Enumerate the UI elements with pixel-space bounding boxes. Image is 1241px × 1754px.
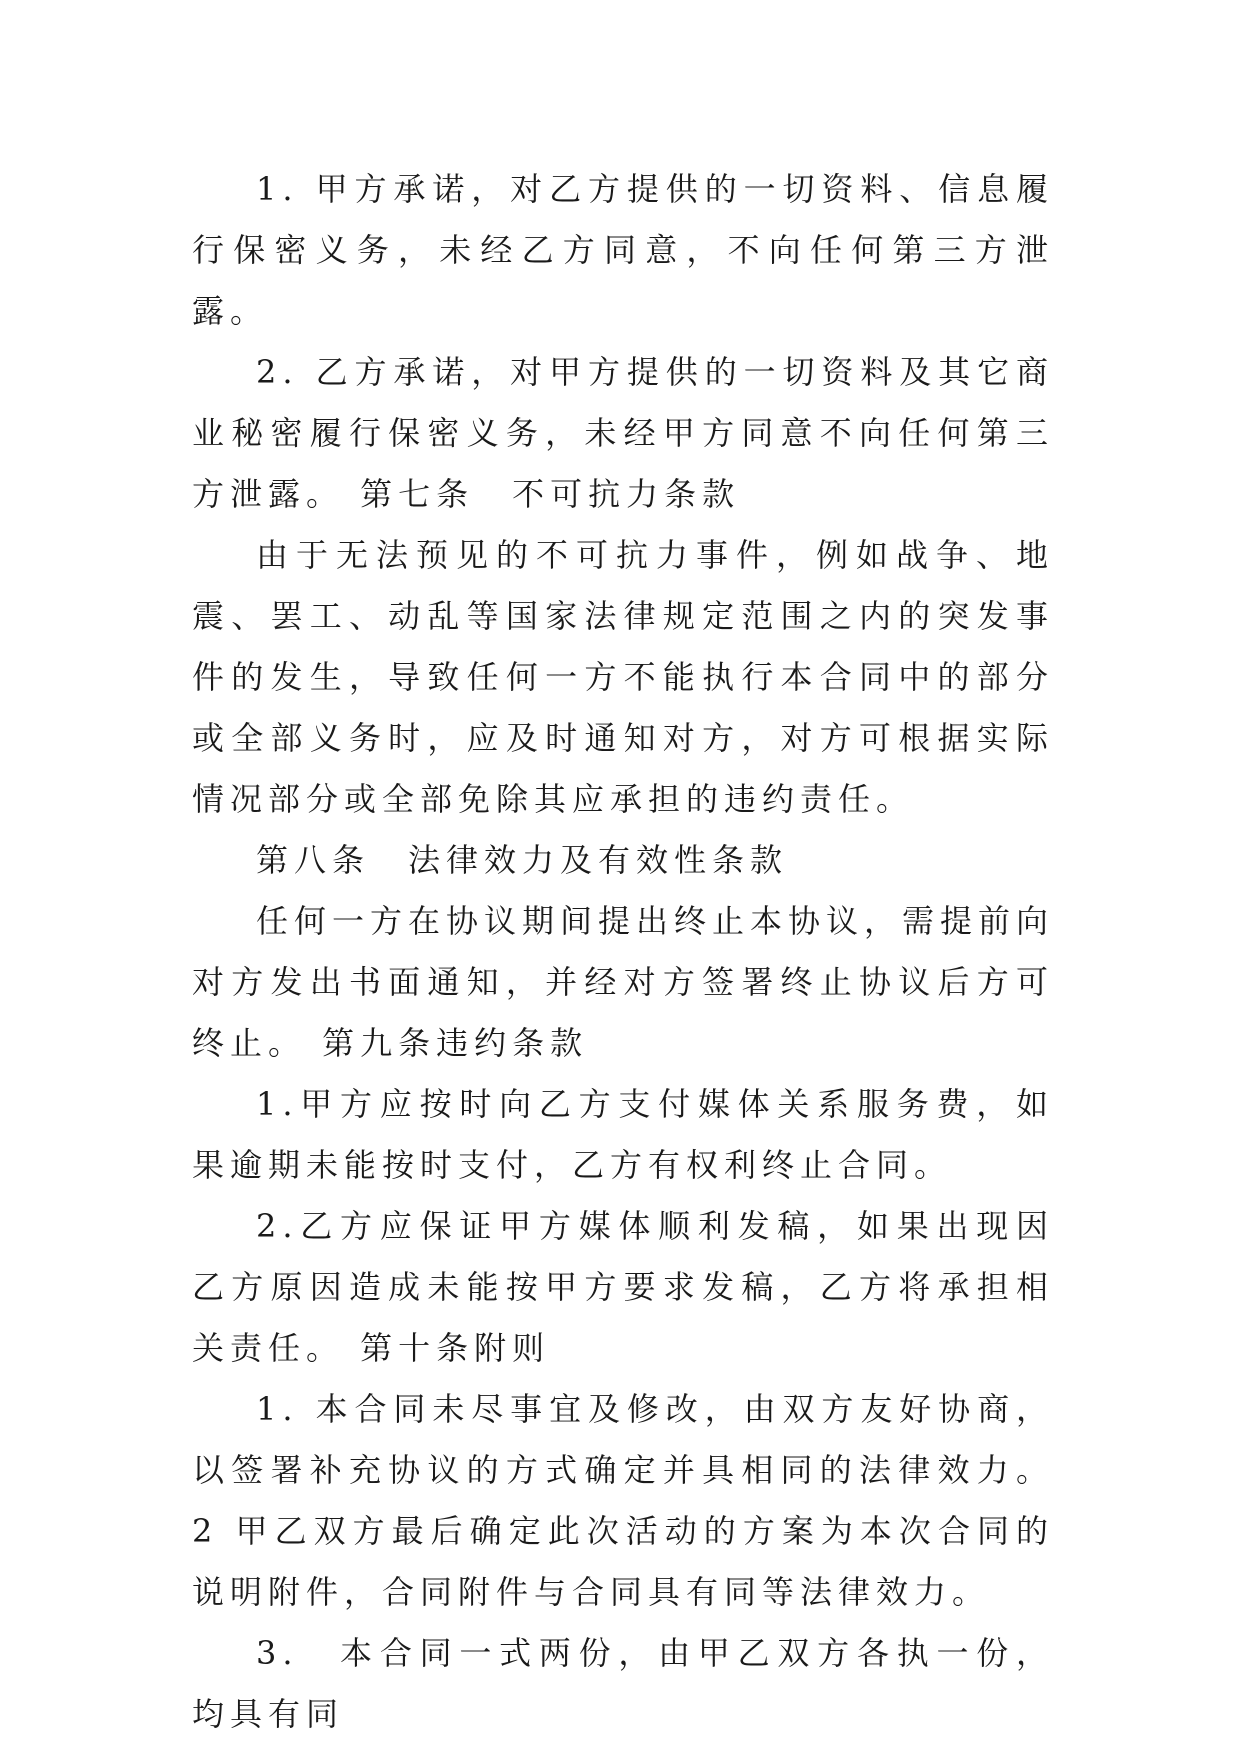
- paragraph-supplementary: 1. 本合同未尽事宜及修改，由双方友好协商，以签署补充协议的方式确定并具相同的法律效力。2 甲乙双方最后确定此次活动的方案为本次合同的说明附件，合同附件与合同具有同等法律效力。: [192, 1390, 1054, 1611]
- paragraph-confidentiality-party-a: 1. 甲方承诺，对乙方提供的一切资料、信息履行保密义务，未经乙方同意，不向任何第三方泄露。: [192, 170, 1054, 330]
- section-heading-article-8: 第八条 法律效力及有效性条款: [256, 841, 789, 879]
- paragraph-confidentiality-party-b: 2. 乙方承诺，对甲方提供的一切资料及其它商业秘密履行保密义务，未经甲方同意不向任何第三方泄露。 第七条 不可抗力条款: [192, 353, 1054, 513]
- paragraph-copies: 3. 本合同一式两份，由甲乙双方各执一份，均具有同: [192, 1634, 1054, 1733]
- document-body: [192, 159, 1054, 1745]
- paragraph-breach-party-a: 1.甲方应按时向乙方支付媒体关系服务费，如果逾期未能按时支付，乙方有权利终止合同。: [192, 1085, 1054, 1184]
- paragraph-force-majeure: 由于无法预见的不可抗力事件，例如战争、地震、罢工、动乱等国家法律规定范围之内的突发事件的发生，导致任何一方不能执行本合同中的部分或全部义务时，应及时通知对方，对方可根据实际情况部分或全部免除其应承担的违约责任。: [192, 536, 1054, 818]
- paragraph-breach-party-b: 2.乙方应保证甲方媒体顺利发稿，如果出现因乙方原因造成未能按甲方要求发稿，乙方将承担相关责任。 第十条附则: [192, 1207, 1054, 1367]
- paragraph-termination: 任何一方在协议期间提出终止本协议，需提前向对方发出书面通知，并经对方签署终止协议后方可终止。 第九条违约条款: [192, 902, 1055, 1062]
